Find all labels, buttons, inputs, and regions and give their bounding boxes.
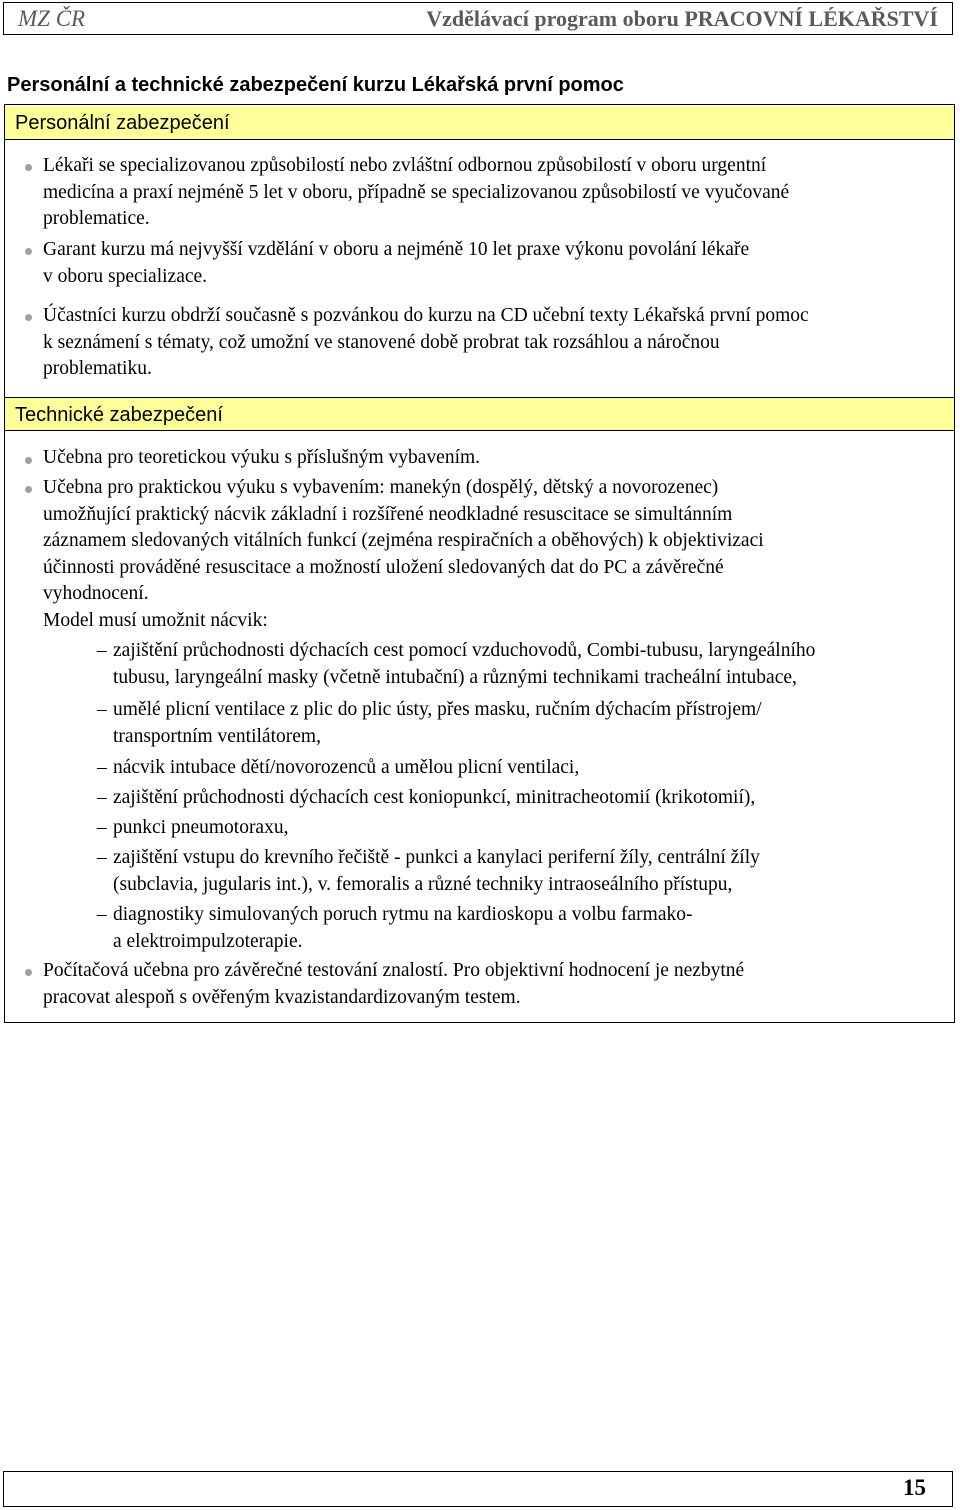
personal-item-2: Garant kurzu má nejvyšší vzdělání v oboru a nejméně 10 let praxe výkonu povolání lékaře v oboru specializace. [43,239,750,287]
page-number: 15 [903,1475,926,1500]
personal-item-3: Účastníci kurzu obdrží současně s pozvánkou do kurzu na CD učební texty Lékařská první pomoc k seznámení s tématy, což umožní ve stanovené době probrat tak rozsáhlou a náročnou problematiku. [43,305,809,379]
bullet-icon [25,164,32,171]
personal-item-1: Lékaři se specializovanou způsobilostí nebo zvláštní odbornou způsobilostí v oboru urgentní medicína a praxí nejméně 5 let v oboru, případně se specializovanou způsobilostí ve vyučované problematice. [43,155,790,229]
technical-item-1: Učebna pro teoretickou výuku s příslušným vybavením. [43,447,481,468]
bullet-icon [25,457,32,464]
header-ministry: MZ ČR [18,6,86,31]
header-program-title: Vzdělávací program oboru PRACOVNÍ LÉKAŘSTVÍ [426,6,938,31]
technical-item-2: Učebna pro praktickou výuku s vybavením: manekýn (dospělý, dětský a novorozenec) umožňující praktický nácvik základní i rozšířené neodkladné resuscitace se simultánním záznamem sledovaných vitálních funkcí (zejména respiračních a oběhových) k objektivizaci účinnosti prováděné resuscitace a možností uložení sledovaných dat do PC a závěrečné vyhodnocení. Model musí umožnit nácvik: [43,475,948,634]
bullet-icon [25,248,32,255]
page-header [3,2,953,35]
personal-heading: Personální zabezpečení [5,106,954,140]
bullet-icon [25,969,32,976]
bullet-icon [25,314,32,321]
technical-item-3: Počítačová učebna pro závěrečné testování znalostí. Pro objektivní hodnocení je nezbytné pracovat alespoň s ověřeným kvazistandardizovaným testem. [43,960,745,1008]
page-footer [3,1471,953,1507]
bullet-icon [25,486,32,493]
section-title: Personální a technické zabezpečení kurzu Lékařská první pomoc [7,74,624,96]
model-intro: Model musí umožnit nácvik: [43,609,268,631]
technical-heading: Technické zabezpečení [5,397,954,431]
